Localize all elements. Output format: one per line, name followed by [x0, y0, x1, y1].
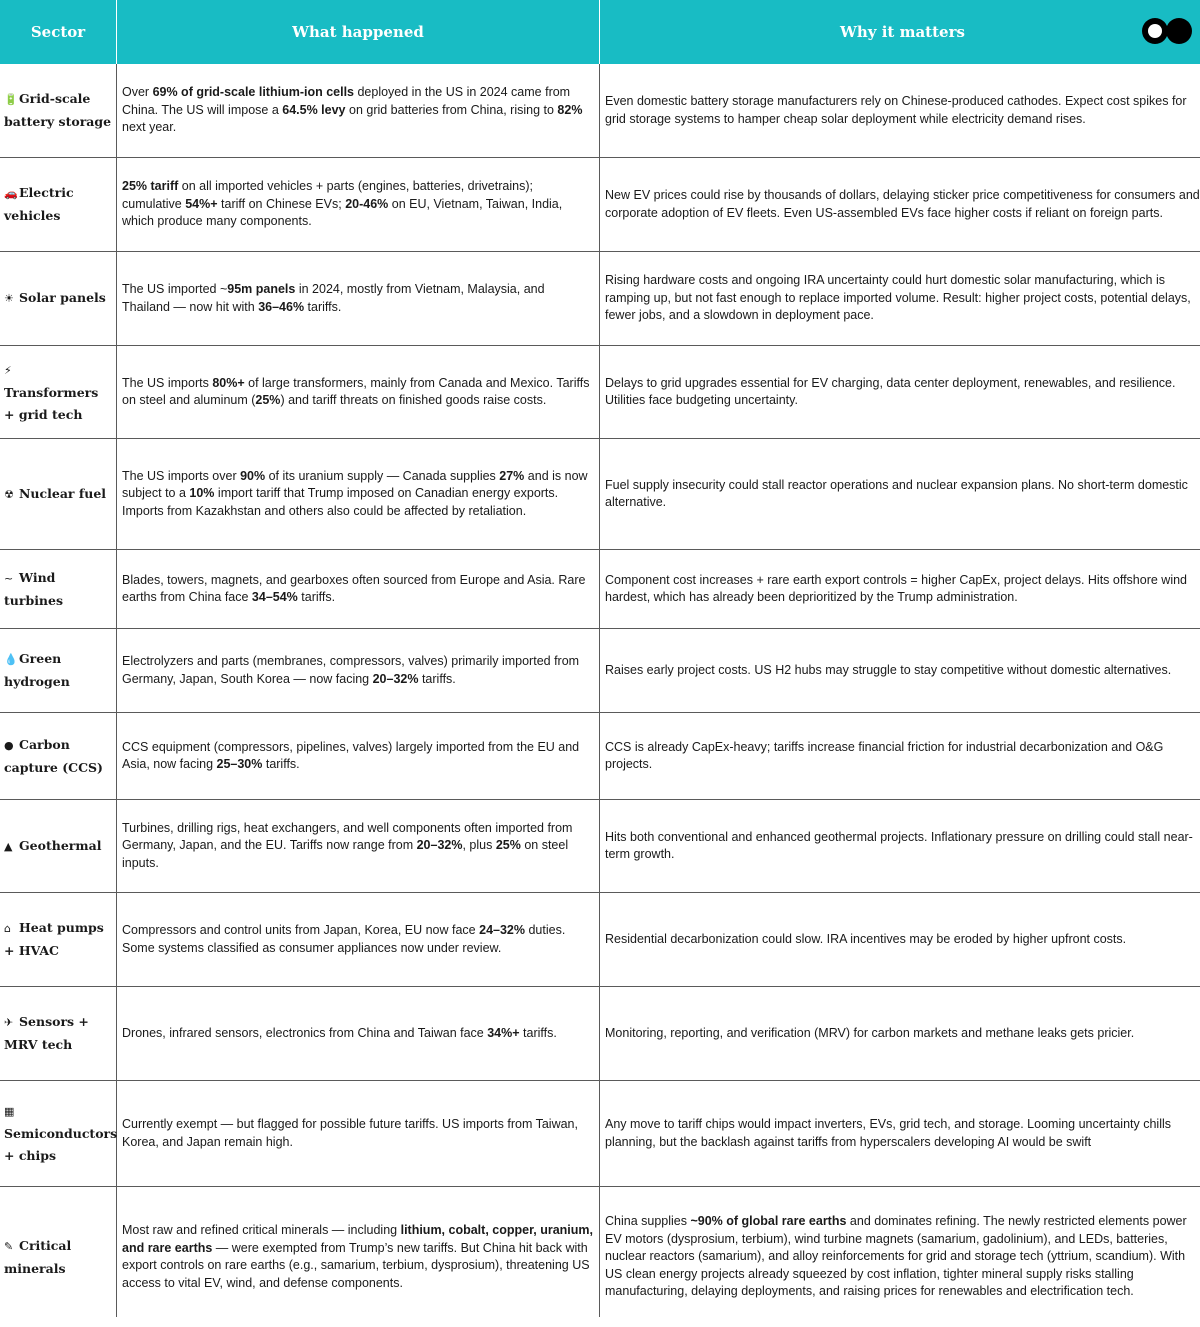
- text-segment: ) and tariff threats on finished goods raise costs.: [280, 393, 547, 407]
- text-segment: Component cost increases + rare earth export controls = higher CapEx, project delays. Hits offshore wind hardest, which has already been deprioritized by the Trump administration.: [605, 572, 1188, 604]
- text-segment: on EU, Vietnam, Taiwan, India, which produce many components.: [122, 196, 563, 229]
- what-happened-text: [122, 1116, 594, 1151]
- table-body: [0, 64, 1200, 1327]
- lightning-icon: ⚡: [4, 363, 12, 377]
- what-happened-cell: [122, 987, 594, 1080]
- sector-content: [4, 567, 112, 612]
- what-happened-cell: [122, 439, 594, 549]
- text-segment: duties. Some systems classified as consumer appliances now under review.: [122, 923, 566, 955]
- why-it-matters-cell: [605, 1081, 1200, 1186]
- sector-cell: [4, 550, 112, 628]
- why-it-matters-text: [605, 93, 1200, 128]
- what-happened-text: [122, 572, 594, 607]
- text-segment: China supplies: [605, 1214, 691, 1229]
- sector-cell: [4, 1081, 118, 1186]
- text-segment: Residential decarbonization could slow. IRA incentives may be eroded by higher upfront costs.: [605, 931, 1127, 946]
- text-segment: tariffs.: [418, 671, 456, 686]
- why-it-matters-text: [605, 375, 1200, 410]
- what-happened-cell: [122, 1187, 594, 1327]
- highlight-text: 95m panels: [227, 282, 296, 296]
- text-segment: tariffs.: [304, 299, 342, 314]
- why-it-matters-text: [605, 662, 1200, 680]
- sector-cell: [4, 346, 112, 438]
- highlight-text: lithium, cobalt, copper, uranium, and rare earths: [122, 1223, 593, 1255]
- text-segment: Blades, towers, magnets, and gearboxes often sourced from Europe and Asia. Rare earths from China face: [122, 572, 586, 604]
- text-segment: next year.: [122, 120, 177, 135]
- brand-logo: [1142, 18, 1192, 44]
- sector-cell: [4, 252, 112, 345]
- text-segment: The US imported ~: [122, 282, 228, 296]
- why-it-matters-cell: [605, 439, 1200, 549]
- text-segment: Compressors and control units from Japan, Korea, EU now face: [122, 923, 480, 937]
- why-it-matters-cell: [605, 893, 1200, 986]
- why-it-matters-text: [605, 1116, 1200, 1151]
- table-row: [0, 550, 1200, 629]
- text-segment: The US imports: [122, 375, 213, 390]
- text-segment: Most raw and refined critical minerals — including: [122, 1223, 401, 1237]
- why-it-matters-cell: [605, 987, 1200, 1080]
- sector-label: Geothermal: [19, 837, 102, 853]
- text-segment: and is now subject to a: [122, 468, 588, 501]
- what-happened-text: [122, 84, 594, 137]
- what-happened-cell: [122, 550, 594, 628]
- logo-ring-icon: [1142, 18, 1168, 44]
- header-sector: Sector: [30, 23, 86, 41]
- sector-label: Wind turbines: [4, 569, 64, 608]
- highlight-text: 90%: [240, 468, 266, 483]
- highlight-text: 36–46%: [258, 299, 305, 314]
- text-segment: deployed in the US in 2024 came from China. The US will impose a: [122, 85, 571, 117]
- sector-cell: [4, 1187, 112, 1327]
- why-it-matters-cell: [605, 252, 1200, 345]
- table-row: [0, 893, 1200, 987]
- why-it-matters-cell: [605, 629, 1200, 712]
- text-segment: Over: [122, 85, 153, 100]
- sector-cell: [4, 629, 112, 712]
- highlight-text: 20–32%: [372, 671, 419, 686]
- why-it-matters-text: [605, 1213, 1200, 1301]
- sector-cell: [4, 800, 112, 892]
- text-segment: Fuel supply insecurity could stall reactor operations and nuclear expansion plans. No short-term domestic alternative.: [605, 477, 1188, 509]
- sector-label: Heat pumps + HVAC: [4, 920, 104, 958]
- text-segment: — were exempted from Trump’s new tariffs. But China hit back with export controls on rare earths (e.g., samarium, terbium, dysprosium), threatening US access to vital EV, wind, and defense components.: [122, 1240, 590, 1290]
- text-segment: CCS is already CapEx-heavy; tariffs increase financial friction for industrial decarbonization and O&G projects.: [605, 739, 1164, 771]
- sector-cell: [4, 987, 112, 1080]
- highlight-text: 25–30%: [216, 757, 263, 771]
- highlight-text: 34–54%: [251, 590, 298, 604]
- text-segment: Turbines, drilling rigs, heat exchangers, and well components often imported from Germany, Japan, and the EU. Tariffs now range from: [122, 820, 573, 853]
- highlight-text: 54%+: [185, 196, 218, 211]
- sector-label: Carbon capture (CCS): [4, 736, 103, 775]
- table-header: [0, 0, 1200, 64]
- why-it-matters-text: [605, 272, 1200, 325]
- text-segment: tariffs.: [297, 590, 336, 604]
- house-icon: ⌂: [4, 922, 11, 935]
- highlight-text: 27%: [499, 468, 525, 483]
- table-row: [0, 346, 1200, 439]
- pick-icon: ✎: [4, 1239, 14, 1253]
- sector-label: Transformers + grid tech: [4, 384, 99, 422]
- table-row: [0, 439, 1200, 550]
- highlight-text: 82%: [557, 102, 583, 117]
- sector-cell: [4, 439, 112, 549]
- sector-label: Electric vehicles: [4, 185, 74, 223]
- why-it-matters-text: [605, 1025, 1200, 1043]
- why-it-matters-cell: [605, 550, 1200, 628]
- table-row: [0, 252, 1200, 346]
- text-segment: Delays to grid upgrades essential for EV charging, data center deployment, renewables, and resilience. Utilities face budgeting uncertainty.: [605, 375, 1176, 407]
- logo-dot-icon: [1166, 18, 1192, 44]
- sector-label: Nuclear fuel: [19, 485, 107, 501]
- highlight-text: 25%: [255, 393, 281, 407]
- wind-icon: ~: [4, 571, 14, 585]
- text-segment: Drones, infrared sensors, electronics from China and Taiwan face: [122, 1025, 488, 1040]
- text-segment: Monitoring, reporting, and verification (MRV) for carbon markets and methane leaks gets pricier.: [605, 1025, 1135, 1040]
- highlight-text: 80%+: [212, 375, 245, 390]
- why-it-matters-cell: [605, 800, 1200, 892]
- why-it-matters-text: [605, 931, 1200, 949]
- why-it-matters-text: [605, 829, 1200, 864]
- header-why-it-matters: Why it matters: [840, 23, 965, 41]
- what-happened-text: [122, 281, 594, 316]
- header-what-happened: What happened: [292, 23, 424, 41]
- table-row: [0, 987, 1200, 1081]
- sector-content: [4, 835, 112, 858]
- what-happened-text: [122, 468, 594, 521]
- sector-content: [4, 359, 112, 426]
- highlight-text: 25% tariff: [122, 179, 179, 194]
- why-it-matters-text: [605, 739, 1200, 774]
- sector-label: Grid-scale battery storage: [4, 91, 112, 129]
- sector-content: [4, 917, 112, 962]
- text-segment: , plus: [462, 838, 496, 853]
- sector-cell: [4, 893, 112, 986]
- what-happened-text: [122, 653, 594, 688]
- what-happened-text: [122, 1025, 594, 1043]
- what-happened-text: [122, 922, 594, 957]
- sector-content: [4, 483, 112, 506]
- text-segment: The US imports over: [122, 468, 241, 483]
- text-segment: of large transformers, mainly from Canada and Mexico. Tariffs on steel and aluminum (: [122, 375, 590, 407]
- sector-label: Green hydrogen: [4, 651, 70, 689]
- text-segment: Currently exempt — but flagged for possible future tariffs. US imports from Taiwan, Korea, and Japan remain high.: [122, 1117, 578, 1149]
- sector-content: [4, 1011, 112, 1056]
- what-happened-cell: [122, 346, 594, 438]
- text-segment: tariffs.: [262, 757, 300, 771]
- highlight-text: 20-46%: [345, 196, 389, 211]
- sector-content: [4, 648, 112, 693]
- what-happened-cell: [122, 629, 594, 712]
- sector-cell: [4, 158, 112, 251]
- sector-label: Solar panels: [19, 290, 106, 305]
- why-it-matters-cell: [605, 713, 1200, 799]
- radioactive-icon: ☢: [4, 487, 14, 501]
- what-happened-text: [122, 178, 594, 231]
- sector-label: Semiconductors + chips: [4, 1126, 118, 1163]
- sector-content: [4, 1235, 112, 1280]
- sector-content: [4, 287, 112, 310]
- table-row: [0, 1081, 1200, 1187]
- satellite-icon: ✈: [4, 1016, 14, 1029]
- sector-label: Critical minerals: [4, 1237, 72, 1276]
- table-row: [0, 158, 1200, 252]
- sector-label: Sensors + MRV tech: [4, 1014, 89, 1052]
- what-happened-cell: [122, 800, 594, 892]
- text-segment: New EV prices could rise by thousands of dollars, delaying sticker price competitiveness for consumers and corporate adoption of EV fleets. Even US-assembled EVs face higher costs if reliant on foreign parts.: [605, 188, 1200, 220]
- what-happened-text: [122, 820, 594, 873]
- table-row: [0, 64, 1200, 158]
- table-row: [0, 629, 1200, 713]
- highlight-text: 64.5% levy: [282, 102, 346, 117]
- sector-cell: [4, 713, 112, 799]
- text-segment: of its uranium supply — Canada supplies: [265, 468, 500, 483]
- text-segment: tariffs.: [519, 1025, 557, 1040]
- rock-icon: ●: [4, 738, 14, 752]
- why-it-matters-cell: [605, 158, 1200, 251]
- battery-icon: 🔋: [4, 93, 18, 106]
- table-row: [0, 713, 1200, 800]
- text-segment: Hits both conventional and enhanced geothermal projects. Inflationary pressure on drilling could stall near-term growth.: [605, 829, 1193, 861]
- sector-cell: [4, 64, 112, 157]
- table-row: [0, 1187, 1200, 1327]
- text-segment: in 2024, mostly from Vietnam, Malaysia, and Thailand — now hit with: [122, 282, 545, 314]
- sector-content: [4, 88, 112, 133]
- text-segment: on all imported vehicles + parts (engines, batteries, drivetrains); cumulative: [122, 179, 533, 211]
- sector-content: [4, 734, 112, 779]
- highlight-text: 20–32%: [416, 838, 463, 853]
- what-happened-cell: [122, 1081, 594, 1186]
- text-segment: CCS equipment (compressors, pipelines, valves) largely imported from the EU and Asia, now facing: [122, 739, 580, 771]
- what-happened-cell: [122, 713, 594, 799]
- what-happened-cell: [122, 252, 594, 345]
- text-segment: tariff on Chinese EVs;: [217, 196, 346, 211]
- text-segment: Electrolyzers and parts (membranes, compressors, valves) primarily imported from Germany, Japan, South Korea — now facing: [122, 654, 580, 686]
- sun-icon: ☀: [4, 292, 14, 305]
- what-happened-cell: [122, 158, 594, 251]
- what-happened-text: [122, 1222, 594, 1292]
- highlight-text: 34%+: [487, 1025, 520, 1040]
- sector-content: [4, 182, 112, 227]
- text-segment: and dominates refining. The newly restricted elements power EV motors (dysprosium, terbium), wind turbine magnets (samarium, gadolinium), and LEDs, batteries, nuclear reactors (samarium), and alloy reinforcements for grid and storage tech (yttrium, scandium). With US clean energy projects already squeezed by cost inflation, tighter mineral supply risks stalling manufacturing, delaying deployments, and raising prices for renewables and electrification tech.: [605, 1214, 1187, 1299]
- why-it-matters-cell: [605, 346, 1200, 438]
- what-happened-text: [122, 739, 594, 774]
- highlight-text: 24–32%: [479, 923, 525, 937]
- why-it-matters-text: [605, 572, 1200, 607]
- text-segment: Even domestic battery storage manufacturers rely on Chinese-produced cathodes. Expect cost spikes for grid storage systems to hamper cheap solar deployment while electricity demand rises.: [605, 94, 1187, 126]
- highlight-text: ~90% of global rare earths: [690, 1214, 847, 1229]
- what-happened-cell: [122, 893, 594, 986]
- why-it-matters-cell: [605, 64, 1200, 157]
- sector-content: [4, 1100, 118, 1167]
- what-happened-cell: [122, 64, 594, 157]
- highlight-text: 69% of grid-scale lithium-ion cells: [152, 85, 354, 100]
- why-it-matters-text: [605, 477, 1200, 512]
- text-segment: Any move to tariff chips would impact inverters, EVs, grid tech, and storage. Looming uncertainty chills planning, but the backlash against tariffs from hyperscalers developing AI would be swift: [605, 1117, 1172, 1149]
- text-segment: on steel inputs.: [122, 838, 569, 870]
- chip-icon: ▦: [4, 1105, 15, 1118]
- table-row: [0, 800, 1200, 893]
- what-happened-text: [122, 375, 594, 410]
- text-segment: on grid batteries from China, rising to: [345, 102, 558, 117]
- highlight-text: 10%: [189, 486, 215, 501]
- droplet-icon: 💧: [4, 653, 18, 666]
- why-it-matters-cell: [605, 1187, 1200, 1327]
- text-segment: Raises early project costs. US H2 hubs may struggle to stay competitive without domestic alternatives.: [605, 662, 1172, 677]
- car-icon: 🚗: [4, 187, 18, 200]
- text-segment: import tariff that Trump imposed on Canadian energy exports. Imports from Kazakhstan and others also could be affected by retaliation.: [122, 486, 559, 518]
- why-it-matters-text: [605, 187, 1200, 222]
- volcano-icon: ▲: [4, 839, 13, 853]
- highlight-text: 25%: [495, 838, 521, 853]
- text-segment: Rising hardware costs and ongoing IRA uncertainty could hurt domestic solar manufacturing, which is ramping up, but not fast enough to replace imported volume. Result: higher project costs, potential delays, fewer jobs, and a slowdown in deployment pace.: [605, 273, 1191, 323]
